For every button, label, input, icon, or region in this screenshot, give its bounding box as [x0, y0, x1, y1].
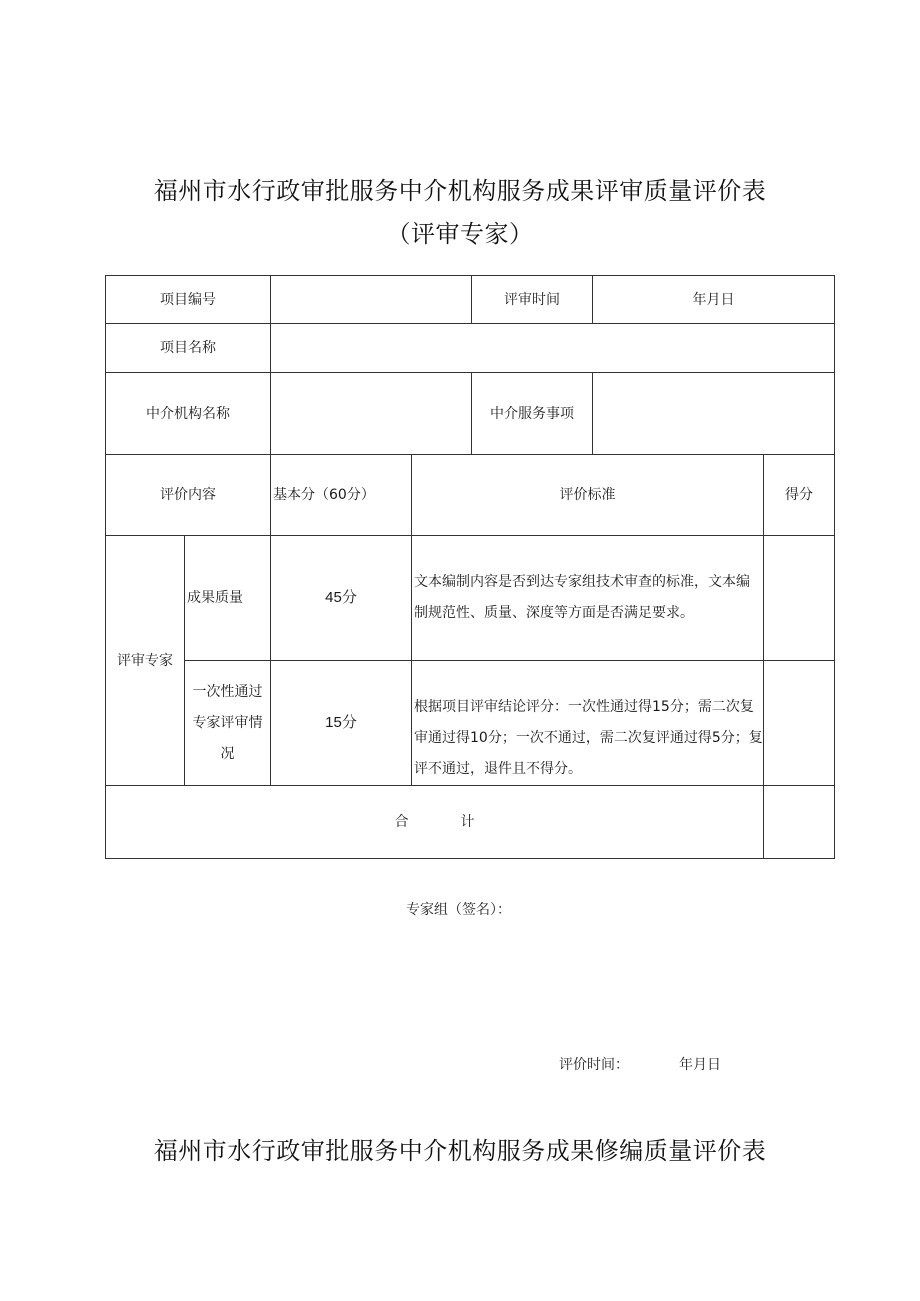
- project-no-field[interactable]: [271, 276, 472, 324]
- criteria-text: 根据项目评审结论评分：一次性通过得15分；需二次复审通过得10分；一次不通过，需二次复评通过得5分；复评不通过，退件且不得分。: [412, 661, 764, 786]
- total-field[interactable]: [764, 786, 835, 859]
- evaluation-date: 年月日: [679, 1057, 721, 1073]
- project-name-field[interactable]: [271, 324, 835, 373]
- table-row: [106, 373, 835, 455]
- table-row: [106, 324, 835, 373]
- expert-signature-label: 专家组（签名）：: [406, 902, 511, 918]
- total-label-part-2: 计: [460, 814, 475, 830]
- service-item-label: 中介服务事项: [472, 373, 593, 455]
- total-label: [106, 786, 764, 859]
- agency-name-field[interactable]: [271, 373, 472, 455]
- total-label-part-1: 合: [394, 814, 409, 830]
- total-row: [106, 786, 835, 859]
- points-value: 15分: [271, 661, 412, 786]
- review-time-label: 评审时间: [472, 276, 593, 324]
- header-score: 得分: [764, 455, 835, 536]
- document-subtitle: （评审专家）: [386, 220, 534, 248]
- table-row: [106, 536, 835, 661]
- points-value: 45分: [271, 536, 412, 661]
- group-label: 评审专家: [106, 536, 185, 786]
- item-label: 一次性通过专家评审情况: [185, 661, 271, 786]
- agency-name-label: 中介机构名称: [106, 373, 271, 455]
- table-row: [106, 276, 835, 324]
- review-time-field[interactable]: 年月日: [593, 276, 835, 324]
- document-title: 福州市水行政审批服务中介机构服务成果评审质量评价表: [153, 177, 767, 205]
- header-content: 评价内容: [106, 455, 271, 536]
- score-field[interactable]: [764, 661, 835, 786]
- project-no-label: 项目编号: [106, 276, 271, 324]
- table-header-row: [106, 455, 835, 536]
- service-item-field[interactable]: [593, 373, 835, 455]
- header-base-score: 基本分（60分）: [271, 455, 412, 536]
- table-row: [106, 661, 835, 786]
- project-name-label: 项目名称: [106, 324, 271, 373]
- evaluation-time-label: 评价时间：: [559, 1057, 629, 1073]
- score-field[interactable]: [764, 536, 835, 661]
- header-criteria: 评价标准: [412, 455, 764, 536]
- criteria-text: 文本编制内容是否到达专家组技术审查的标准，文本编制规范性、质量、深度等方面是否满足要求。: [412, 536, 764, 661]
- evaluation-time: [559, 1054, 721, 1074]
- evaluation-table: [105, 275, 835, 859]
- item-label: 成果质量: [185, 536, 271, 661]
- next-document-title: 福州市水行政审批服务中介机构服务成果修编质量评价表: [153, 1137, 767, 1165]
